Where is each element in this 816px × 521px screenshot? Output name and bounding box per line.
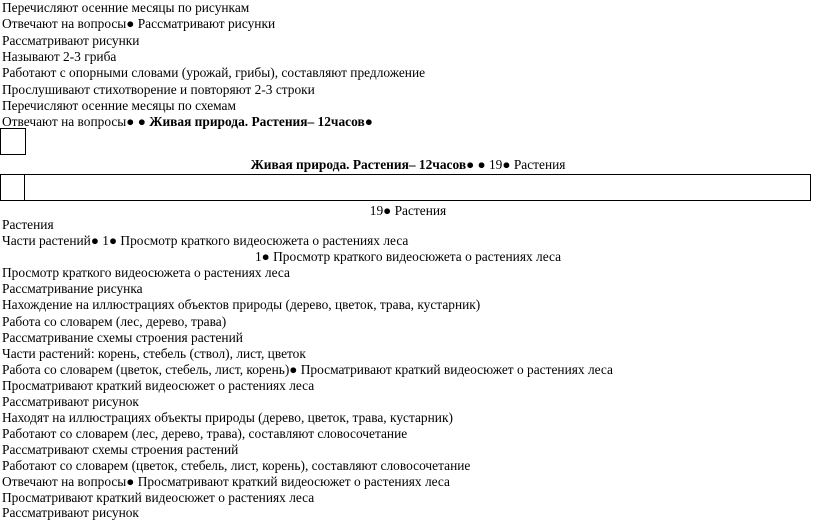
bullet-icon: ● — [289, 362, 298, 377]
line-text: Растения — [2, 217, 54, 232]
centered-line — [0, 249, 816, 265]
line-text: Называют 2-3 гриба — [2, 49, 117, 64]
text-line — [2, 474, 450, 490]
line-text: 19 — [485, 157, 503, 172]
line-text: Отвечают на вопросы — [2, 114, 127, 129]
text-line — [2, 490, 314, 506]
line-text: Просматривают краткий видеосюжет о растениях леса — [297, 362, 613, 377]
line-text: Просматривают краткий видеосюжет о растениях леса — [134, 474, 450, 489]
text-line — [2, 16, 275, 32]
text-line — [2, 410, 453, 426]
line-text: Отвечают на вопросы — [2, 16, 127, 31]
bullet-icon: ● — [126, 16, 135, 31]
text-line — [2, 33, 139, 49]
line-text: Просмотр краткого видеосюжета о растениях леса — [117, 233, 409, 248]
line-text: Работают со словарем (цветок, стебель, лист, корень), составляют словосочетание — [2, 458, 471, 473]
line-text: 1 — [254, 249, 262, 264]
line-text: Рассматривают рисунки — [2, 33, 140, 48]
text-line — [2, 442, 238, 458]
line-text: Прослушивают стихотворение и повторяют 2-3 строки — [2, 82, 315, 97]
text-line — [2, 458, 470, 474]
table-rule — [0, 174, 811, 175]
text-line — [2, 82, 315, 98]
line-text: Просмотр краткого видеосюжета о растениях леса — [2, 265, 290, 280]
table-cell — [0, 128, 26, 155]
line-text: Рассматривают рисунки — [134, 16, 276, 31]
line-text: Рассматривают рисунок — [2, 505, 139, 520]
bullet-icon: ● — [364, 114, 373, 129]
table-rule — [0, 200, 811, 201]
line-text: Работа со словарем (цветок, стебель, лист, корень) — [2, 362, 290, 377]
bullet-icon: ● — [466, 157, 475, 172]
table-rule — [0, 174, 1, 201]
section-heading: Живая природа. Растения– 12часов — [250, 157, 467, 172]
text-line — [2, 505, 139, 521]
text-line — [2, 362, 613, 378]
bullet-icon: ● — [126, 114, 135, 129]
line-text: Просматривают краткий видеосюжет о растениях леса — [2, 378, 315, 393]
line-text: Рассматривание схемы строения растений — [2, 330, 243, 345]
centered-heading — [0, 157, 816, 173]
line-text: 1 — [98, 233, 109, 248]
text-line — [2, 0, 249, 16]
text-line — [2, 114, 373, 130]
line-text: Находят на иллюстрациях объекты природы (дерево, цветок, трава, кустарник) — [2, 410, 453, 425]
bullet-icon: ● — [261, 249, 270, 264]
line-text: Части растений: корень, стебель (ствол), лист, цветок — [2, 346, 306, 361]
line-text: Отвечают на вопросы — [2, 474, 127, 489]
text-line — [2, 281, 143, 297]
text-line — [2, 49, 116, 65]
text-line — [2, 297, 480, 313]
line-text: Рассматривание рисунка — [2, 281, 143, 296]
line-text: Части растений — [2, 233, 91, 248]
text-line — [2, 330, 243, 346]
bullet-icon: ● — [477, 157, 486, 172]
line-text: Растения — [510, 157, 566, 172]
line-text: Работают со словарем (лес, дерево, трава), составляют словосочетание — [2, 426, 408, 441]
text-line — [2, 265, 290, 281]
line-text: Растения — [391, 203, 447, 218]
text-line — [2, 378, 314, 394]
text-line — [2, 426, 407, 442]
line-text: Перечисляют осенние месяцы по рисункам — [2, 0, 250, 15]
bullet-icon: ● — [383, 203, 392, 218]
line-text: Нахождение на иллюстрациях объектов природы (дерево, цветок, трава, кустарник) — [2, 297, 481, 312]
text-line — [2, 217, 54, 233]
text-line — [2, 98, 236, 114]
bullet-icon: ● — [137, 114, 146, 129]
line-text: Работа со словарем (лес, дерево, трава) — [2, 314, 227, 329]
text-line — [2, 233, 408, 249]
line-text: Просмотр краткого видеосюжета о растениях леса — [269, 249, 562, 264]
text-line — [2, 314, 226, 330]
bullet-icon: ● — [126, 474, 135, 489]
bullet-icon: ● — [502, 157, 511, 172]
table-rule — [24, 174, 25, 201]
line-text: Рассматривают рисунок — [2, 394, 139, 409]
line-text: Перечисляют осенние месяцы по схемам — [2, 98, 236, 113]
bullet-icon: ● — [90, 233, 99, 248]
text-line — [2, 346, 306, 362]
line-text: Просматривают краткий видеосюжет о растениях леса — [2, 490, 315, 505]
bullet-icon: ● — [108, 233, 118, 248]
line-text: Рассматривают схемы строения растений — [2, 442, 239, 457]
text-line — [2, 394, 139, 410]
table-rule — [810, 174, 811, 201]
line-text: Работают с опорными словами (урожай, грибы), составляют предложение — [2, 65, 426, 80]
text-line — [2, 65, 425, 81]
section-heading: Живая природа. Растения– 12часов — [149, 114, 365, 129]
centered-heading — [0, 203, 816, 219]
line-text: 19 — [369, 203, 384, 218]
